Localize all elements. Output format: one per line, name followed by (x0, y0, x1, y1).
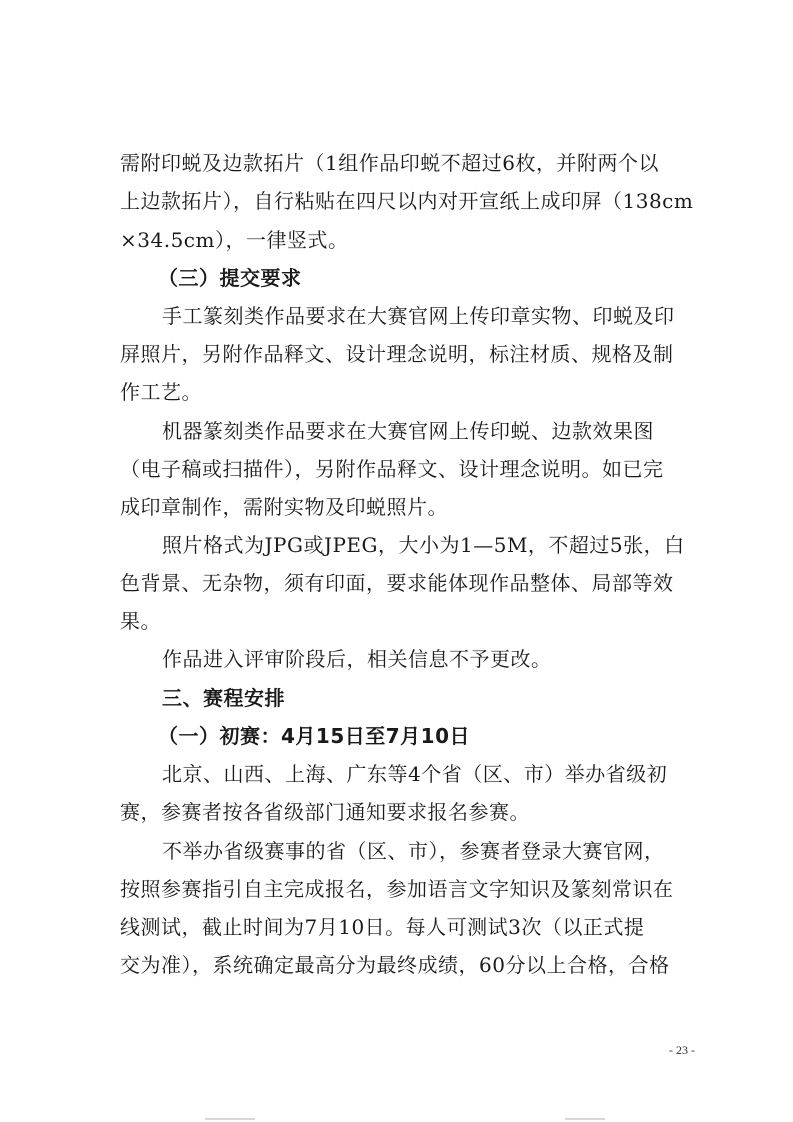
body-line: 屏照片，另附作品释文、设计理念说明，标注材质、规格及制 (120, 342, 674, 366)
section-heading-submission: （三）提交要求 (158, 266, 302, 290)
body-line: 色背景、无杂物，须有印面，要求能体现作品整体、局部等效 (120, 571, 674, 595)
body-line: 按照参赛指引自主完成报名，参加语言文字知识及篆刻常识在 (120, 877, 674, 901)
section-heading-schedule: 三、赛程安排 (162, 686, 285, 710)
body-line: （电子稿或扫描件），另附作品释文、设计理念说明。如已完 (120, 457, 664, 481)
body-line: 成印章制作，需附实物及印蜕照片。 (120, 495, 448, 519)
body-line: 照片格式为JPG或JPEG，大小为1—5M，不超过5张，白 (162, 533, 685, 557)
body-line: 果。 (120, 609, 161, 633)
body-line: 作品进入评审阶段后，相关信息不予更改。 (162, 647, 552, 671)
body-line: 需附印蜕及边款拓片（1组作品印蜕不超过6枚，并附两个以 (120, 151, 659, 175)
body-line: 机器篆刻类作品要求在大赛官网上传印蜕、边款效果图 (162, 419, 654, 443)
page-number: - 23 - (669, 1043, 695, 1057)
body-line: 上边款拓片），自行粘贴在四尺以内对开宣纸上成印屏（138cm (120, 189, 694, 213)
body-line: 手工篆刻类作品要求在大赛官网上传印章实物、印蜕及印 (162, 304, 675, 328)
scan-artifact (205, 1118, 255, 1120)
body-line: 赛，参赛者按各省级部门通知要求报名参赛。 (120, 800, 530, 824)
body-line: 北京、山西、上海、广东等4个省（区、市）举办省级初 (162, 762, 668, 786)
body-line: 不举办省级赛事的省（区、市），参赛者登录大赛官网， (162, 839, 665, 863)
scan-artifact (565, 1118, 605, 1120)
body-line: 交为准），系统确定最高分为最终成绩，60分以上合格，合格 (120, 953, 670, 977)
body-line: 作工艺。 (120, 380, 202, 404)
body-line: 线测试，截止时间为7月10日。每人可测试3次（以正式提 (120, 915, 645, 939)
subsection-heading-preliminary: （一）初赛：4月15日至7月10日 (158, 724, 470, 748)
body-line: ×34.5cm），一律竖式。 (120, 228, 349, 252)
